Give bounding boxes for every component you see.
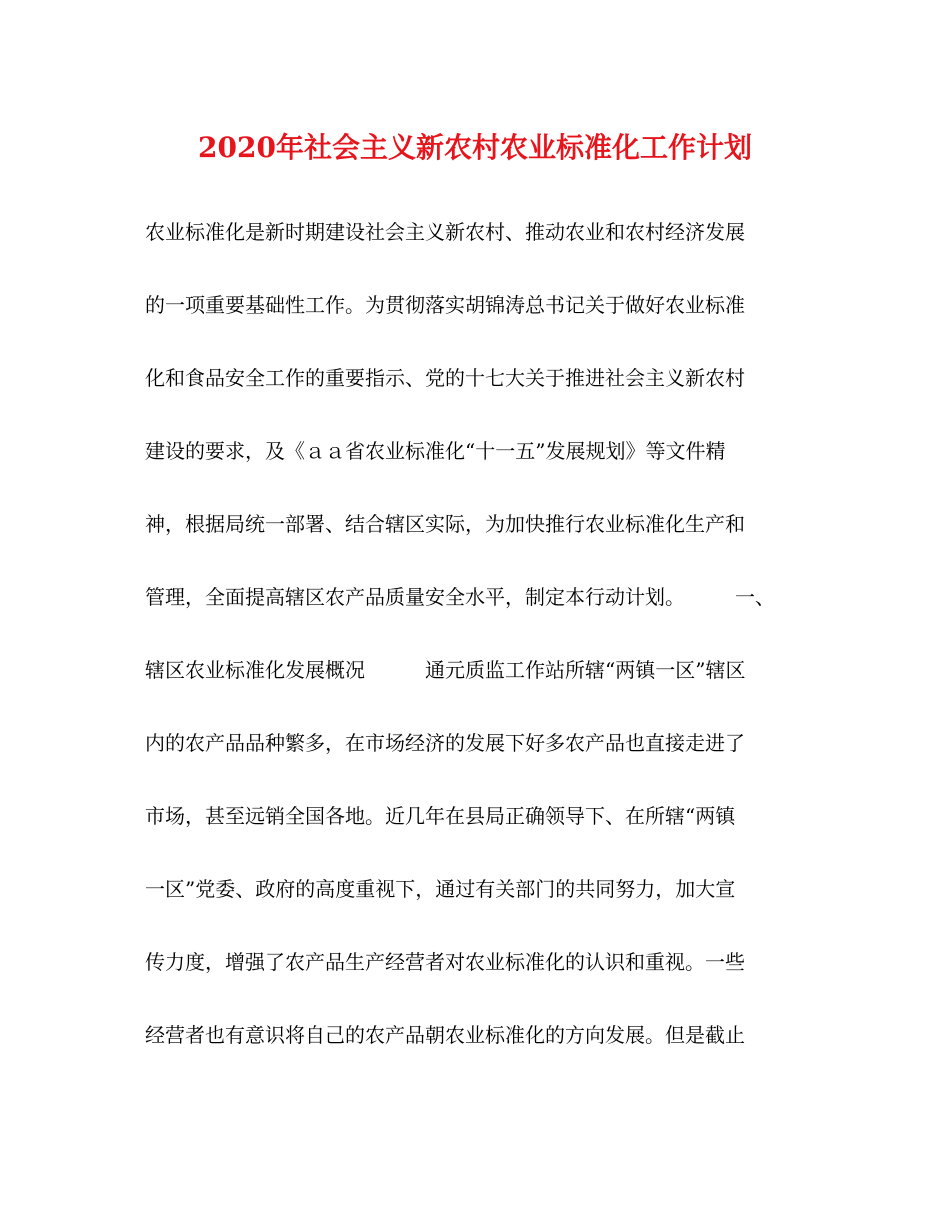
body-line-11: 传力度，增强了农产品生产经营者对农业标准化的认识和重视。一些: [145, 950, 745, 974]
document-title: 2020年社会主义新农村农业标准化工作计划: [198, 131, 752, 164]
body-line-12: 经营者也有意识将自己的农产品朝农业标准化的方向发展。但是截止: [145, 1023, 745, 1047]
body-line-2: 的一项重要基础性工作。为贯彻落实胡锦涛总书记关于做好农业标准: [145, 293, 745, 317]
body-line-1: 农业标准化是新时期建设社会主义新农村、推动农业和农村经济发展: [145, 220, 745, 244]
body-line-5: 神，根据局统一部署、结合辖区实际，为加快推行农业标准化生产和: [145, 512, 745, 536]
body-line-6: 管理，全面提高辖区农产品质量安全水平，制定本行动计划。 一、: [145, 585, 775, 609]
body-line-8: 内的农产品品种繁多，在市场经济的发展下好多农产品也直接走进了: [145, 731, 745, 755]
body-line-10: 一区”党委、政府的高度重视下，通过有关部门的共同努力，加大宣: [145, 877, 736, 901]
body-line-9: 市场，甚至远销全国各地。近几年在县局正确领导下、在所辖“两镇: [145, 804, 736, 828]
body-line-3: 化和食品安全工作的重要指示、党的十七大关于推进社会主义新农村: [145, 366, 745, 390]
body-line-7: 辖区农业标准化发展概况 通元质监工作站所辖“两镇一区”辖区: [145, 658, 746, 682]
body-line-4: 建设的要求，及《ａａ省农业标准化“十一五”发展规划》等文件精: [145, 439, 726, 463]
